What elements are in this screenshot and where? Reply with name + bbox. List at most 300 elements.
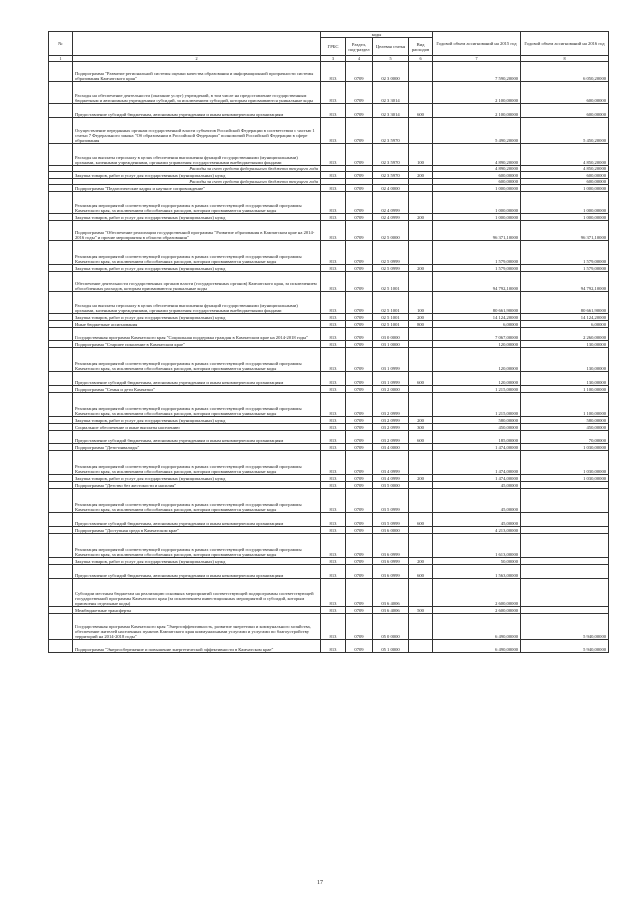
- row-section: 0709: [346, 104, 373, 118]
- row-target: 02 5 1001: [373, 321, 409, 328]
- header-grbs: ГРБС: [321, 38, 346, 56]
- row-grbs: 813: [321, 328, 346, 341]
- row-section: 0709: [346, 221, 373, 241]
- row-target: 03 1 0999: [373, 372, 409, 386]
- row-section: 0709: [346, 192, 373, 214]
- row-grbs: 813: [321, 144, 346, 166]
- row-name: Закупка товаров, работ и услуг для государственных (муниципальных) нужд: [73, 314, 321, 321]
- row-amount-2016: 5 940,00000: [521, 640, 609, 653]
- row-section: 0709: [346, 341, 373, 348]
- row-amount-2016: 6 050,20000: [521, 62, 609, 82]
- row-target: 03 4 0999: [373, 475, 409, 482]
- row-target: 03 2 0000: [373, 386, 409, 393]
- row-amount-2016: 1 100,00000: [521, 393, 609, 417]
- page-number: 17: [317, 880, 323, 886]
- row-section: 0709: [346, 513, 373, 527]
- row-type: 600: [409, 565, 433, 579]
- row-section: 0709: [346, 144, 373, 166]
- row-section: 0709: [346, 489, 373, 513]
- row-amount-2016: 600,00000: [521, 179, 609, 185]
- row-section: 0709: [346, 475, 373, 482]
- row-name: Закупка товаров, работ и услуг для государственных (муниципальных) нужд: [73, 475, 321, 482]
- header-2016: Годовой объем ассигнований на 2016 год: [521, 32, 609, 56]
- row-amount-2016: [521, 527, 609, 534]
- row-grbs: 813: [321, 475, 346, 482]
- row-grbs: 813: [321, 241, 346, 265]
- row-type: [409, 221, 433, 241]
- column-number: 7: [433, 56, 521, 62]
- row-section: 0709: [346, 82, 373, 104]
- row-grbs: 813: [321, 607, 346, 614]
- row-grbs: 813: [321, 513, 346, 527]
- row-amount-2016: 600,00000: [521, 172, 609, 179]
- row-type: 100: [409, 144, 433, 166]
- table-row: [49, 640, 609, 653]
- table-body: [49, 62, 609, 653]
- row-amount-2016: [521, 565, 609, 579]
- row-number: [49, 386, 73, 393]
- row-type: 600: [409, 372, 433, 386]
- row-section: 0709: [346, 321, 373, 328]
- row-name: Государственная программа Камчатского края "Энергоэффективность, развитие энергетики и коммунального хозяйства, обеспечение жителей населенных пунктов Камчатского края коммунальными услугами и услугами по благоустройству территорий на 2014-2018 годы": [73, 614, 321, 640]
- row-number: [49, 424, 73, 431]
- row-amount-2015: 5 490,20000: [433, 118, 521, 144]
- header-type: Вид расходов: [409, 38, 433, 56]
- row-amount-2016: 4 850,20000: [521, 166, 609, 172]
- row-amount-2016: 2 260,00000: [521, 328, 609, 341]
- row-amount-2015: 45,00000: [433, 482, 521, 489]
- table-row: [49, 558, 609, 565]
- row-amount-2016: 80 661,90000: [521, 292, 609, 314]
- row-target: 03 6 0000: [373, 527, 409, 534]
- row-name: Реализация мероприятий соответствующей подпрограммы в рамках соответствующей государственной программы Камчатского края, за исключением обособленных расходов, которым присваиваются уникальные коды: [73, 489, 321, 513]
- row-name: Подпрограмма "Доступная среда в Камчатском крае": [73, 527, 321, 534]
- row-amount-2016: 450,00000: [521, 424, 609, 431]
- table-row: [49, 513, 609, 527]
- row-type: [409, 185, 433, 192]
- row-grbs: 813: [321, 118, 346, 144]
- row-type: 200: [409, 214, 433, 221]
- row-number: [49, 431, 73, 444]
- row-name: Расходы за счет средств федерального бюджета текущего года: [73, 166, 321, 172]
- row-target: 03 6 0999: [373, 534, 409, 558]
- row-name: Предоставление субсидий бюджетным, автономным учреждениям и иным некоммерческим организациям: [73, 372, 321, 386]
- row-amount-2016: 600,00000: [521, 104, 609, 118]
- row-number: [49, 185, 73, 192]
- row-grbs: 813: [321, 348, 346, 372]
- row-target: 02 4 0999: [373, 192, 409, 214]
- row-amount-2015: 4 890,20000: [433, 166, 521, 172]
- row-type: 300: [409, 424, 433, 431]
- row-number: [49, 321, 73, 328]
- table-row: [49, 607, 609, 614]
- row-amount-2015: 1 215,00000: [433, 386, 521, 393]
- table-row: [49, 417, 609, 424]
- row-type: [409, 272, 433, 292]
- row-number: [49, 513, 73, 527]
- row-type: [409, 328, 433, 341]
- row-amount-2015: 6,00000: [433, 321, 521, 328]
- table-row: [49, 192, 609, 214]
- row-name: Реализация мероприятий соответствующей подпрограммы в рамках соответствующей государственной программы Камчатского края, за исключением обособленных расходов, которым присваиваются уникальные коды: [73, 241, 321, 265]
- row-amount-2015: 120,00000: [433, 341, 521, 348]
- row-target: 03 6 4006: [373, 579, 409, 607]
- row-amount-2015: 7 590,20000: [433, 62, 521, 82]
- table-row: [49, 475, 609, 482]
- row-target: 03 6 0999: [373, 558, 409, 565]
- row-amount-2015: 2 100,00000: [433, 82, 521, 104]
- row-type: [409, 82, 433, 104]
- row-grbs: 813: [321, 185, 346, 192]
- column-number: 8: [521, 56, 609, 62]
- table-row: [49, 104, 609, 118]
- row-section: 0709: [346, 614, 373, 640]
- table-row: [49, 348, 609, 372]
- table-row: [49, 482, 609, 489]
- row-grbs: 813: [321, 565, 346, 579]
- row-amount-2015: 7 067,00000: [433, 328, 521, 341]
- row-grbs: 813: [321, 640, 346, 653]
- row-name: Подпрограмма "Развитие региональной системы оценки качества образования и информационной прозрачности системы образования Камчатского края": [73, 62, 321, 82]
- row-section: 0709: [346, 62, 373, 82]
- row-amount-2015: 6 490,00000: [433, 640, 521, 653]
- row-section: 0709: [346, 534, 373, 558]
- row-amount-2015: 4 213,00000: [433, 527, 521, 534]
- row-number: [49, 489, 73, 513]
- row-target: 03 2 0999: [373, 393, 409, 417]
- column-number: 2: [73, 56, 321, 62]
- row-type: [409, 489, 433, 513]
- row-grbs: 813: [321, 62, 346, 82]
- table-row: [49, 341, 609, 348]
- row-type: [409, 62, 433, 82]
- row-amount-2015: 185,00000: [433, 431, 521, 444]
- row-target: 05 1 0000: [373, 640, 409, 653]
- row-target: 02 5 1001: [373, 292, 409, 314]
- row-amount-2016: 1 030,00000: [521, 475, 609, 482]
- row-type: [409, 534, 433, 558]
- table-row: [49, 118, 609, 144]
- row-amount-2015: 50,00000: [433, 558, 521, 565]
- row-grbs: 813: [321, 579, 346, 607]
- row-target: 05 0 0000: [373, 614, 409, 640]
- row-amount-2016: 600,00000: [521, 82, 609, 104]
- row-target: 03 5 0999: [373, 513, 409, 527]
- row-grbs: 813: [321, 272, 346, 292]
- row-name: Расходы на выплаты персоналу в целях обеспечения выполнения функций государственными (муниципальными) органами, казенными учреждениями, органами управления государственными внебюджетными фондами: [73, 144, 321, 166]
- row-target: 03 2 0999: [373, 417, 409, 424]
- row-section: 0709: [346, 444, 373, 451]
- row-type: [409, 614, 433, 640]
- row-number: [49, 82, 73, 104]
- row-grbs: 813: [321, 214, 346, 221]
- row-grbs: 813: [321, 482, 346, 489]
- row-section: 0709: [346, 265, 373, 272]
- row-section: 0709: [346, 185, 373, 192]
- table-row: [49, 292, 609, 314]
- row-target: 02 3 0000: [373, 62, 409, 82]
- row-section: 0709: [346, 607, 373, 614]
- table-row: [49, 431, 609, 444]
- row-target: 02 3 3014: [373, 82, 409, 104]
- row-amount-2015: 80 661,90000: [433, 292, 521, 314]
- row-number: [49, 328, 73, 341]
- row-amount-2016: [521, 607, 609, 614]
- row-grbs: 813: [321, 386, 346, 393]
- row-section: 0709: [346, 328, 373, 341]
- row-type: [409, 118, 433, 144]
- row-amount-2015: 1 563,00000: [433, 565, 521, 579]
- row-type: [409, 579, 433, 607]
- row-target: 03 0 0000: [373, 328, 409, 341]
- row-number: [49, 265, 73, 272]
- row-type: [409, 444, 433, 451]
- table-row: [49, 314, 609, 321]
- row-grbs: 813: [321, 527, 346, 534]
- row-number: [49, 241, 73, 265]
- row-amount-2016: 130,00000: [521, 372, 609, 386]
- table-row: [49, 424, 609, 431]
- row-amount-2016: 4 850,20000: [521, 144, 609, 166]
- row-section: 0709: [346, 214, 373, 221]
- row-amount-2015: 120,00000: [433, 372, 521, 386]
- row-number: [49, 534, 73, 558]
- row-number: [49, 221, 73, 241]
- table-row: [49, 214, 609, 221]
- row-type: 500: [409, 607, 433, 614]
- row-amount-2016: 1 100,00000: [521, 386, 609, 393]
- row-number: [49, 393, 73, 417]
- row-amount-2015: 1 000,00000: [433, 214, 521, 221]
- row-amount-2015: 600,00000: [433, 179, 521, 185]
- row-type: [409, 393, 433, 417]
- row-number: [49, 482, 73, 489]
- row-section: 0709: [346, 348, 373, 372]
- table-row: [49, 489, 609, 513]
- row-number: [49, 314, 73, 321]
- row-amount-2016: 5 940,00000: [521, 614, 609, 640]
- row-amount-2016: 1 579,00000: [521, 241, 609, 265]
- row-name: Реализация мероприятий соответствующей подпрограммы в рамках соответствующей государственной программы Камчатского края, за исключением обособленных расходов, которым присваиваются уникальные коды: [73, 393, 321, 417]
- row-grbs: 813: [321, 104, 346, 118]
- table-row: [49, 272, 609, 292]
- row-name: Закупка товаров, работ и услуг для государственных (муниципальных) нужд: [73, 417, 321, 424]
- row-section: 0709: [346, 241, 373, 265]
- table-row: [49, 62, 609, 82]
- row-amount-2016: 14 124,20000: [521, 314, 609, 321]
- row-section: 0709: [346, 386, 373, 393]
- budget-table: [48, 31, 609, 653]
- row-grbs: 813: [321, 82, 346, 104]
- row-name: Социальное обеспечение и иные выплаты населению: [73, 424, 321, 431]
- row-target: 03 1 0000: [373, 341, 409, 348]
- row-amount-2015: 4 890,20000: [433, 144, 521, 166]
- table-row: [49, 614, 609, 640]
- row-amount-2015: 1 215,00000: [433, 393, 521, 417]
- row-name: Реализация мероприятий соответствующей подпрограммы в рамках соответствующей государственной программы Камчатского края, за исключением обособленных расходов, которым присваиваются уникальные коды: [73, 348, 321, 372]
- row-amount-2016: [521, 534, 609, 558]
- row-name: Реализация мероприятий соответствующей подпрограммы в рамках соответствующей государственной программы Камчатского края, за исключением обособленных расходов, которым присваиваются уникальные коды: [73, 192, 321, 214]
- row-target: 02 5 0999: [373, 241, 409, 265]
- row-amount-2016: [521, 482, 609, 489]
- header-2015: Годовой объем ассигнований на 2015 год: [433, 32, 521, 56]
- row-type: [409, 341, 433, 348]
- row-name: Субсидии местным бюджетам на реализацию основных мероприятий соответствующей подпрограммы соответствующей государственной программы Камчатского края (за исключением инвестиционных мероприятий и субсидий, которым присвоены отдельные коды): [73, 579, 321, 607]
- row-section: 0709: [346, 118, 373, 144]
- row-target: 02 5 1001: [373, 314, 409, 321]
- row-name: Закупка товаров, работ и услуг для государственных (муниципальных) нужд: [73, 265, 321, 272]
- row-section: 0709: [346, 579, 373, 607]
- row-amount-2015: 120,00000: [433, 348, 521, 372]
- row-section: 0709: [346, 424, 373, 431]
- row-type: [409, 451, 433, 475]
- row-number: [49, 451, 73, 475]
- table-row: [49, 328, 609, 341]
- row-name: Государственная программа Камчатского края "Социальная поддержка граждан в Камчатском крае на 2014-2018 годы": [73, 328, 321, 341]
- table-row: [49, 321, 609, 328]
- row-name: Межбюджетные трансферты: [73, 607, 321, 614]
- table-row: [49, 144, 609, 166]
- header-number: №: [49, 32, 73, 56]
- row-number: [49, 565, 73, 579]
- row-amount-2015: 45,00000: [433, 513, 521, 527]
- row-section: 0709: [346, 527, 373, 534]
- row-section: 0709: [346, 451, 373, 475]
- row-section: 0709: [346, 292, 373, 314]
- row-amount-2015: 1 579,00000: [433, 265, 521, 272]
- row-type: 200: [409, 417, 433, 424]
- row-name: Подпрограмма "Обеспечение реализации государственной программы "Развитие образования в Камчатском крае на 2014-2016 годы" и прочие мероприятия в области образования": [73, 221, 321, 241]
- row-grbs: 813: [321, 314, 346, 321]
- row-name: Предоставление субсидий бюджетным, автономным учреждениям и иным некоммерческим организациям: [73, 104, 321, 118]
- row-number: [49, 579, 73, 607]
- row-target: 03 2 0999: [373, 424, 409, 431]
- table-row: [49, 265, 609, 272]
- row-amount-2016: 96 371,10000: [521, 221, 609, 241]
- row-amount-2015: 1 474,00000: [433, 444, 521, 451]
- row-amount-2015: 96 371,10000: [433, 221, 521, 241]
- row-amount-2016: 1 579,00000: [521, 265, 609, 272]
- row-grbs: 813: [321, 417, 346, 424]
- row-name: Предоставление субсидий бюджетным, автономным учреждениям и иным некоммерческим организациям: [73, 513, 321, 527]
- table-row: [49, 241, 609, 265]
- row-amount-2016: [521, 489, 609, 513]
- row-name: Расходы на обеспечение деятельности (оказание услуг) учреждений, в том числе на предоставление государственным бюджетным и автономным учреждениям субсидий, за исключением субсидий, которым присваиваются уникальные коды: [73, 82, 321, 104]
- row-grbs: 813: [321, 444, 346, 451]
- row-number: [49, 527, 73, 534]
- row-number: [49, 214, 73, 221]
- row-section: 0709: [346, 640, 373, 653]
- row-name: Закупка товаров, работ и услуг для государственных (муниципальных) нужд: [73, 558, 321, 565]
- row-target: 03 2 0999: [373, 431, 409, 444]
- row-target: 02 4 0000: [373, 185, 409, 192]
- row-amount-2015: 1 000,00000: [433, 185, 521, 192]
- row-number: [49, 118, 73, 144]
- row-section: 0709: [346, 417, 373, 424]
- header-section: Раздел, под-раздел: [346, 38, 373, 56]
- row-grbs: 813: [321, 393, 346, 417]
- row-amount-2015: 2 100,00000: [433, 104, 521, 118]
- row-grbs: 813: [321, 292, 346, 314]
- row-type: 600: [409, 513, 433, 527]
- row-amount-2015: 580,00000: [433, 417, 521, 424]
- table-row: [49, 172, 609, 179]
- row-amount-2015: 450,00000: [433, 424, 521, 431]
- row-name: Закупка товаров, работ и услуг для государственных (муниципальных) нужд: [73, 214, 321, 221]
- row-amount-2015: 1 579,00000: [433, 241, 521, 265]
- row-grbs: 813: [321, 424, 346, 431]
- row-name: Расходы на выплаты персоналу в целях обеспечения выполнения функций государственными (муниципальными) органами, казенными учреждениями, органами управления государственными внебюджетными фондами: [73, 292, 321, 314]
- table-row: [49, 444, 609, 451]
- row-amount-2015: 1 000,00000: [433, 192, 521, 214]
- row-amount-2015: 2 600,00000: [433, 579, 521, 607]
- row-amount-2016: 1 000,00000: [521, 192, 609, 214]
- row-target: 03 4 0999: [373, 451, 409, 475]
- row-amount-2016: [521, 579, 609, 607]
- row-type: 200: [409, 558, 433, 565]
- row-name: Иные бюджетные ассигнования: [73, 321, 321, 328]
- row-number: [49, 348, 73, 372]
- row-amount-2015: 14 124,20000: [433, 314, 521, 321]
- row-grbs: 813: [321, 221, 346, 241]
- row-number: [49, 372, 73, 386]
- row-type: 600: [409, 431, 433, 444]
- row-amount-2015: 45,00000: [433, 489, 521, 513]
- row-section: 0709: [346, 314, 373, 321]
- table-row: [49, 82, 609, 104]
- row-target: 03 5 0999: [373, 489, 409, 513]
- row-grbs: 813: [321, 265, 346, 272]
- row-number: [49, 558, 73, 565]
- row-grbs: 813: [321, 614, 346, 640]
- row-grbs: 813: [321, 172, 346, 179]
- row-type: [409, 640, 433, 653]
- row-grbs: 813: [321, 192, 346, 214]
- row-amount-2015: 1 474,00000: [433, 451, 521, 475]
- header-codes: коды: [321, 32, 433, 38]
- row-amount-2016: 1 000,00000: [521, 214, 609, 221]
- row-target: 02 3 5970: [373, 118, 409, 144]
- row-grbs: 813: [321, 489, 346, 513]
- row-grbs: 813: [321, 431, 346, 444]
- row-number: [49, 272, 73, 292]
- row-grbs: 813: [321, 451, 346, 475]
- row-target: 03 5 0000: [373, 482, 409, 489]
- row-type: 600: [409, 104, 433, 118]
- column-number: 6: [409, 56, 433, 62]
- row-target: 03 6 4006: [373, 607, 409, 614]
- row-type: [409, 348, 433, 372]
- row-name: Предоставление субсидий бюджетным, автономным учреждениям и иным некоммерческим организациям: [73, 565, 321, 579]
- row-amount-2015: 2 600,00000: [433, 607, 521, 614]
- row-name: Подпрограмма "Детство без жестокости и насилия": [73, 482, 321, 489]
- row-type: 100: [409, 292, 433, 314]
- table-row: [49, 579, 609, 607]
- row-amount-2016: 130,00000: [521, 341, 609, 348]
- row-grbs: 813: [321, 321, 346, 328]
- row-target: 02 3 5970: [373, 144, 409, 166]
- row-section: 0709: [346, 431, 373, 444]
- row-amount-2016: 1 000,00000: [521, 185, 609, 192]
- budget-table-sheet: [48, 31, 608, 653]
- table-row: [49, 221, 609, 241]
- table-row: [49, 534, 609, 558]
- row-amount-2015: 94 792,10000: [433, 272, 521, 292]
- row-number: [49, 607, 73, 614]
- row-type: [409, 482, 433, 489]
- row-section: 0709: [346, 393, 373, 417]
- row-name: Подпрограмма "Старшее поколение в Камчатском крае": [73, 341, 321, 348]
